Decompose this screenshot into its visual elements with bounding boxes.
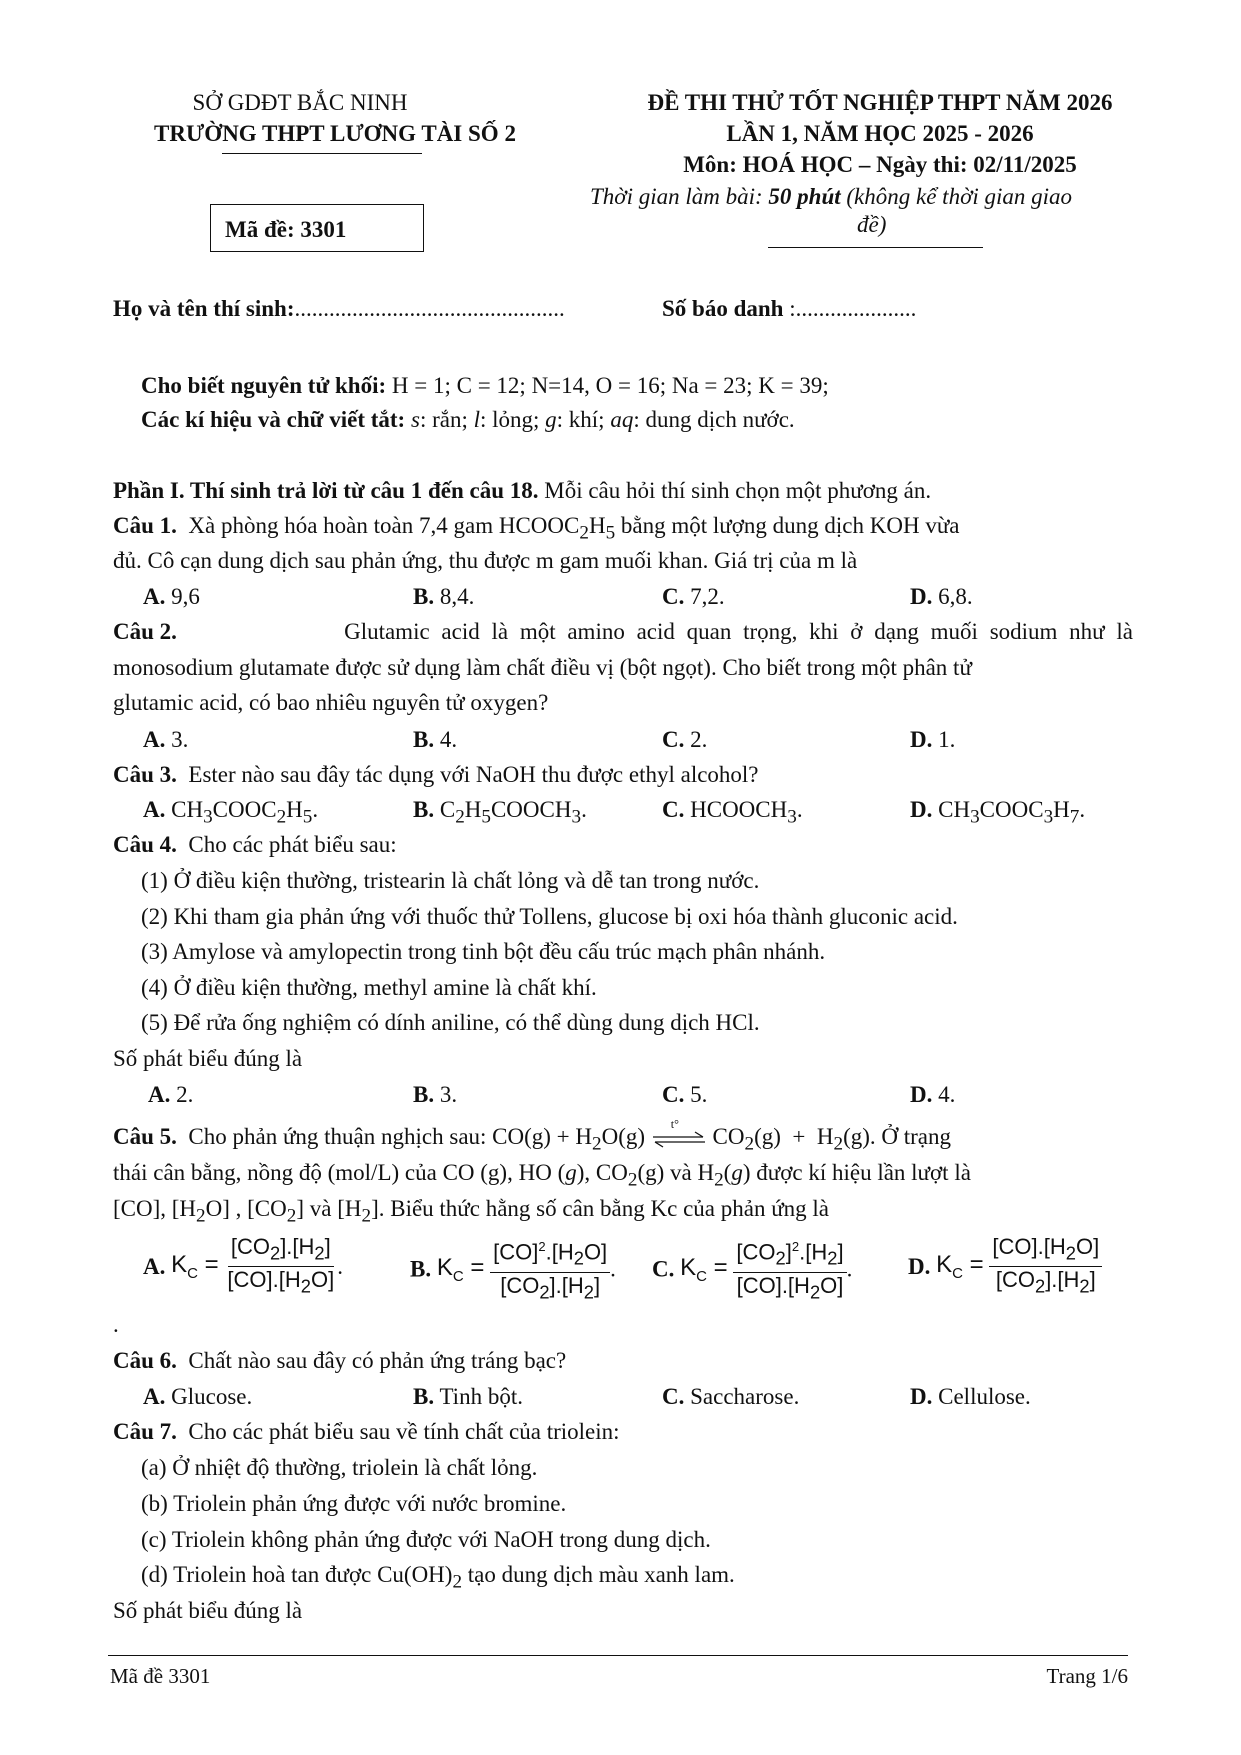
footer-page-number: Trang 1/6 — [1046, 1664, 1128, 1688]
q1-option-b[interactable] — [413, 584, 474, 610]
q7-statement-b: (b) Triolein phản ứng được với nước bromine. — [141, 1491, 567, 1516]
title-underline — [768, 247, 983, 248]
candidate-line — [113, 296, 565, 322]
q4-text: Cho các phát biểu sau: — [188, 832, 397, 857]
q6-option-b[interactable] — [413, 1384, 523, 1410]
option-letter: B. — [413, 584, 435, 609]
option-text: 2. — [176, 1082, 194, 1107]
option-letter: D. — [910, 584, 933, 609]
option-letter: A. — [143, 797, 166, 822]
atomic-mass-line — [141, 373, 829, 399]
department-name: SỞ GDĐT BẮC NINH — [192, 90, 408, 115]
q7-statement-d: (d) Triolein hoà tan được $Cu(OH)_2$ tạo dung dịch màu xanh lam. — [141, 1562, 735, 1593]
q1-text-a: Xà phòng hóa hoàn toàn 7,4 gam HCOOC — [188, 513, 580, 538]
option-letter: C. — [662, 727, 685, 752]
option-letter: C. — [662, 797, 685, 822]
q4-line1 — [113, 832, 397, 858]
option-letter: D. — [910, 1082, 933, 1107]
option-text: 5. — [690, 1082, 708, 1107]
abbr-aq: aq — [610, 407, 634, 432]
part1-heading — [113, 478, 931, 504]
q5-line3: [CO], $[H_2O]$ , $[CO_2]$ và $[H_2]$. Biểu thức hằng số cân bằng Kc của phản ứng là — [113, 1196, 830, 1227]
q3-option-b[interactable]: B. $C_2H_5COOCH_3$. — [413, 797, 587, 828]
option-letter: B. — [413, 1082, 435, 1107]
q7-statement-d-post: tạo dung dịch màu xanh lam. — [462, 1562, 735, 1587]
footer-rule — [108, 1655, 1128, 1656]
q5-option-c[interactable]: C. $K_C$ = $\frac{[CO_2]^2.[H_2]}{[CO].[H_2O]}$ . — [652, 1234, 852, 1305]
q6-option-a[interactable] — [143, 1384, 252, 1410]
q2-option-b[interactable] — [413, 727, 457, 753]
option-text: 3. — [439, 1082, 458, 1107]
sbd-label: Số báo danh — [662, 296, 784, 321]
q4-statement-4: (4) Ở điều kiện thường, methyl amine là chất khí. — [141, 975, 597, 1000]
sbd-field[interactable]: :..................... — [783, 296, 917, 321]
q2-line2: monosodium glutamate được sử dụng làm chất điều vị (bột ngọt). Cho biết trong một phân tử — [113, 655, 972, 680]
option-letter: D. — [910, 797, 933, 822]
footer-exam-code: Mã đề 3301 — [110, 1664, 211, 1688]
option-letter: D. — [910, 1384, 933, 1409]
q2-label: Câu 2. — [113, 619, 177, 644]
option-text: 4. — [938, 1082, 956, 1107]
q7-statement-d-pre: (d) Triolein hoà tan được Cu(OH) — [141, 1562, 453, 1587]
abbr-g: g — [545, 407, 557, 432]
option-letter: B. — [413, 727, 435, 752]
option-letter: A. — [143, 584, 166, 609]
q5-label: Câu 5. — [113, 1124, 177, 1149]
sbd-line — [662, 296, 916, 322]
q2-text-1: Glutamic acid là một amino acid quan trọng, khi ở dạng muối sodium như là — [344, 619, 1133, 644]
option-text: 9,6 — [171, 584, 200, 609]
option-text: 1. — [938, 727, 956, 752]
option-text: Glucose. — [171, 1384, 253, 1409]
q7-text: Cho các phát biểu sau về tính chất của triolein: — [188, 1419, 620, 1444]
q6-text: Chất nào sau đây có phản ứng tráng bạc? — [188, 1348, 567, 1373]
q5-line2-text: thái cân bằng, nồng độ (mol/L) của CO (g), H — [113, 1160, 536, 1185]
school-name: TRƯỜNG THPT LƯƠNG TÀI SỐ 2 — [154, 121, 516, 146]
q3-label: Câu 3. — [113, 762, 177, 787]
abbr-s-text: : rắn; — [419, 407, 474, 432]
q1-option-a[interactable] — [143, 584, 200, 610]
exam-title: ĐỀ THI THỬ TỐT NGHIỆP THPT NĂM 2026 — [647, 90, 1113, 115]
option-text: Saccharose. — [690, 1384, 800, 1409]
option-letter: B. — [410, 1256, 432, 1282]
part1-label: Phần I. Thí sinh trả lời từ câu 1 đến câu 18. — [113, 478, 539, 503]
name-label: Họ và tên thí sinh: — [113, 296, 295, 321]
q1-option-d[interactable] — [910, 584, 973, 610]
q5-option-b[interactable]: B. $K_C$ = $\frac{[CO]^2.[H_2O]}{[CO_2].[H_2]}$ . — [410, 1234, 616, 1305]
q1-option-c[interactable] — [662, 584, 725, 610]
equilibrium-arrow-icon — [651, 1116, 707, 1149]
exam-round: LẦN 1, NĂM HỌC 2025 - 2026 — [726, 121, 1034, 146]
q4-statement-2: (2) Khi tham gia phản ứng với thuốc thử Tollens, glucose bị oxi hóa thành gluconic acid. — [141, 904, 958, 929]
q5-line2: thái cân bằng, nồng độ (mol/L) của CO (g), HO (g), $CO_2(g)$ và $H_2(g)$ được kí hiệu lần lượt là — [113, 1160, 971, 1191]
q2-option-a[interactable] — [143, 727, 188, 753]
option-letter: D. — [908, 1253, 931, 1279]
q5-option-d[interactable]: D. $K_C$ = $\frac{[CO].[H_2O]}{[CO_2].[H_2]}$ — [908, 1234, 1102, 1300]
exam-code: Mã đề: 3301 — [225, 217, 347, 242]
option-letter: C. — [662, 584, 685, 609]
option-letter: A. — [143, 727, 166, 752]
q4-statement-5: (5) Để rửa ống nghiệm có dính aniline, có thể dùng dung dịch HCl. — [141, 1010, 760, 1035]
q1-label: Câu 1. — [113, 513, 177, 538]
option-text: 7,2. — [690, 584, 725, 609]
option-letter: A. — [143, 1384, 166, 1409]
q2-option-c[interactable] — [662, 727, 707, 753]
option-letter: C. — [662, 1384, 685, 1409]
abbreviation-line — [141, 407, 795, 433]
time-suffix-2: đề) — [857, 212, 887, 237]
q4-statement-3: (3) Amylose và amylopectin trong tinh bột đều cấu trúc mạch phân nhánh. — [141, 939, 826, 964]
time-prefix: Thời gian làm bài: — [590, 184, 769, 209]
option-text: Cellulose. — [938, 1384, 1031, 1409]
q3-option-d[interactable]: D. $CH_3COOC_3H_7$. — [910, 797, 1086, 828]
option-letter: C. — [652, 1256, 675, 1282]
option-text: 6,8. — [938, 584, 973, 609]
time-minutes: 50 phút — [768, 184, 841, 209]
q4-option-d[interactable] — [910, 1082, 955, 1108]
q7-line1 — [113, 1419, 620, 1445]
q2-option-d[interactable] — [910, 727, 955, 753]
q1-line2: đủ. Cô cạn dung dịch sau phản ứng, thu được m gam muối khan. Giá trị của m là — [113, 548, 858, 573]
option-text: Tinh bột. — [439, 1384, 523, 1409]
q1-line1: Câu 1. Xà phòng hóa hoàn toàn 7,4 gam $HCOOC_2H_5$ bằng một lượng dung dịch KOH vừa — [113, 513, 960, 544]
option-text: 8,4. — [439, 584, 475, 609]
q3-option-c[interactable]: C. $HCOOCH_3$. — [662, 797, 803, 828]
q6-label: Câu 6. — [113, 1348, 177, 1373]
option-text: 2. — [690, 727, 708, 752]
q4-option-b[interactable] — [413, 1082, 457, 1108]
q5-stray-dot: . — [113, 1312, 119, 1337]
option-letter: B. — [413, 797, 435, 822]
abbreviation-label: Các kí hiệu và chữ viết tắt: — [141, 407, 406, 432]
q4-statement-1: (1) Ở điều kiện thường, tristearin là chất lỏng và dễ tan trong nước. — [141, 868, 760, 893]
q3-text: Ester nào sau đây tác dụng với NaOH thu được ethyl alcohol? — [188, 762, 759, 787]
exam-code-box — [210, 204, 424, 252]
q5-line1: Câu 5. Cho phản ứng thuận nghịch sau: $CO(g) + H_2O(g)$ t° $CO_2(g) + H_2(g)$. Ở trạng — [113, 1116, 952, 1155]
q5-tail: . Ở trạng — [869, 1124, 952, 1149]
option-text: 4. — [439, 727, 458, 752]
option-text: 3. — [171, 727, 189, 752]
atomic-mass-label: Cho biết nguyên tử khối: — [141, 373, 387, 398]
q6-option-d[interactable] — [910, 1384, 1031, 1410]
q3-option-a[interactable]: A. $CH_3COOC_2H_5$. — [143, 797, 319, 828]
q5-intro: Cho phản ứng thuận nghịch sau: CO(g) + H — [188, 1124, 593, 1149]
q6-line1 — [113, 1348, 566, 1374]
time-suffix: (không kể thời gian giao — [840, 184, 1073, 209]
option-letter: C. — [662, 1082, 685, 1107]
option-letter: A. — [148, 1082, 171, 1107]
part1-instruction: Mỗi câu hỏi thí sinh chọn một phương án. — [538, 478, 932, 503]
abbr-aq-text: : dung dịch nước. — [633, 407, 795, 432]
q3-line1 — [113, 762, 759, 788]
abbr-s: s — [410, 407, 420, 432]
q5-option-a[interactable]: A. $K_C$ = $\frac{[CO_2].[H_2]}{[CO].[H_2O]}$ . — [143, 1234, 343, 1297]
q4-ask: Số phát biểu đúng là — [113, 1046, 303, 1071]
option-letter: B. — [413, 1384, 435, 1409]
option-letter: D. — [910, 727, 933, 752]
abbr-g-text: : khí; — [556, 407, 611, 432]
q2-line3: glutamic acid, có bao nhiêu nguyên tử oxygen? — [113, 690, 549, 715]
school-underline — [222, 153, 422, 154]
name-field[interactable]: ............................................... — [294, 296, 565, 321]
q6-option-c[interactable] — [662, 1384, 799, 1410]
abbr-l: l — [473, 407, 480, 432]
q1-text-b: bằng một lượng dung dịch KOH vừa — [615, 513, 960, 538]
exam-time — [590, 184, 1072, 210]
q5-line3-text: [CO], [H — [113, 1196, 197, 1221]
arrow-label: t° — [670, 1116, 679, 1131]
q7-ask: Số phát biểu đúng là — [113, 1598, 303, 1623]
abbr-l-text: : lỏng; — [479, 407, 546, 432]
q7-statement-a: (a) Ở nhiệt độ thường, triolein là chất lỏng. — [141, 1455, 538, 1480]
q2-line1 — [113, 619, 1133, 645]
atomic-mass-values: H = 1; C = 12; N=14, O = 16; Na = 23; K = 39; — [386, 373, 829, 398]
option-letter: A. — [143, 1253, 166, 1279]
q4-option-a[interactable] — [148, 1082, 193, 1108]
q7-label: Câu 7. — [113, 1419, 177, 1444]
q7-statement-c: (c) Triolein không phản ứng được với NaOH trong dung dịch. — [141, 1527, 711, 1552]
q4-option-c[interactable] — [662, 1082, 707, 1108]
q4-label: Câu 4. — [113, 832, 177, 857]
exam-subject: Môn: HOÁ HỌC – Ngày thi: 02/11/2025 — [683, 152, 1077, 177]
